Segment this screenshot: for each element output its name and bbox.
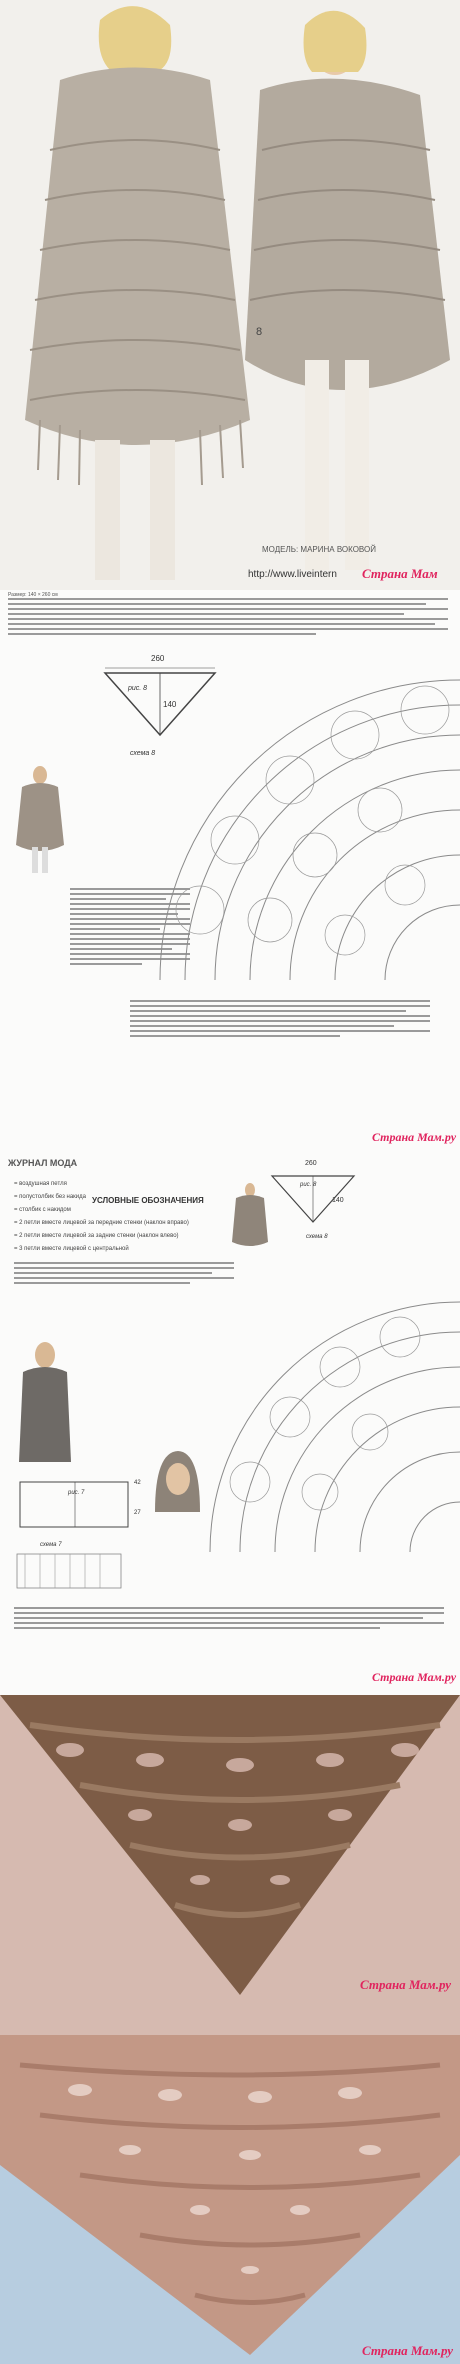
legend-item: = 2 петли вместе лицевой за задние стенки (наклон влево)	[14, 1233, 179, 1239]
scheme-label: схема 8	[130, 750, 156, 757]
watermark: Страна Мам	[362, 566, 438, 581]
photo-number: 8	[256, 326, 263, 338]
legend-item: = 2 петли вместе лицевой за передние стенки (наклон вправо)	[14, 1220, 189, 1226]
legend-item: = воздушная петля	[14, 1181, 67, 1187]
scheme7-chart	[15, 1552, 125, 1592]
dim-top: 260	[305, 1160, 317, 1167]
fig7-label: рис. 7	[68, 1490, 85, 1496]
watermark: Страна Мам.ру	[360, 1977, 452, 1992]
model-caption: МОДЕЛЬ: МАРИНА ВОКОВОЙ	[262, 545, 376, 554]
instructions-text-block-2	[130, 1000, 430, 1040]
model-thumbnail	[12, 765, 67, 875]
dim-top: 260	[151, 654, 165, 663]
fig-label: рис. 8	[128, 685, 148, 692]
crochet-chart	[200, 1232, 460, 1562]
pattern-page-panel	[0, 590, 460, 1152]
watermark: Страна Мам.ру	[362, 2343, 454, 2358]
scheme-label: схема 8	[306, 1234, 328, 1240]
legend-title: УСЛОВНЫЕ ОБОЗНАЧЕНИЯ	[92, 1196, 204, 1205]
fashion-photo-panel	[0, 0, 460, 590]
shawl-photo-pink-image	[0, 2035, 460, 2364]
shawl-shape-diagram	[268, 1170, 358, 1230]
watermark: Страна Мам.ру	[372, 1670, 457, 1684]
dim7-a: 42	[134, 1480, 141, 1486]
dim7-b: 27	[134, 1510, 141, 1516]
legend-item: = полустолбик без накида	[14, 1194, 86, 1200]
fig-label: рис. 8	[300, 1182, 317, 1188]
instructions-text-block	[14, 1607, 444, 1632]
watermark: Страна Мам.ру	[372, 1130, 457, 1144]
legend-page-panel	[0, 1152, 460, 1695]
shawl-photo-pink	[0, 2035, 460, 2364]
size-label: Размер: 140 × 260 см	[8, 592, 58, 598]
source-url: http://www.liveintern	[248, 569, 337, 580]
scheme7-label: схема 7	[40, 1542, 62, 1548]
dim-side: 140	[163, 700, 177, 709]
legend-item: = столбик с накидом	[14, 1207, 71, 1213]
legend-item: = 3 петли вместе лицевой с центральной	[14, 1246, 129, 1252]
hood-photo	[150, 1447, 205, 1517]
model-photo	[15, 1337, 75, 1467]
hood-shape-diagram	[15, 1477, 135, 1532]
fashion-photo	[0, 0, 460, 590]
crochet-chart	[140, 650, 460, 990]
description-text-block	[8, 598, 448, 638]
shawl-photo-brown	[0, 1695, 460, 2035]
magazine-logo: ЖУРНАЛ МОДА	[8, 1158, 78, 1168]
dim-side: 140	[332, 1197, 344, 1204]
